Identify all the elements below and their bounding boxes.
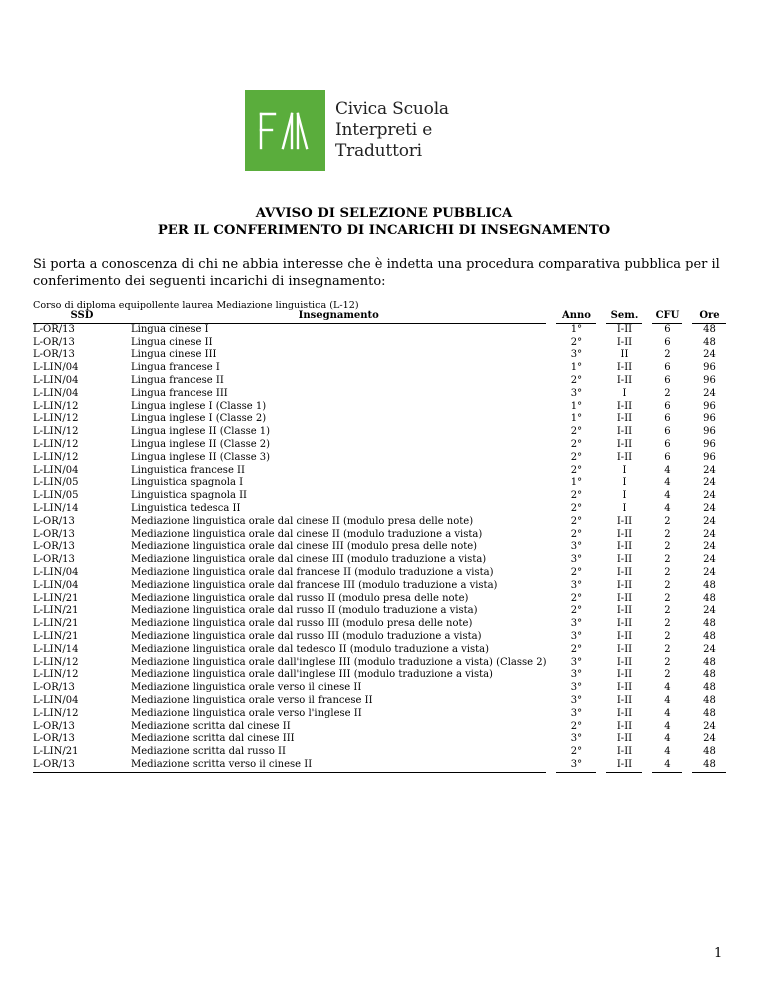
cell-insegnamento: Mediazione linguistica orale verso il francese II (131, 694, 373, 706)
cell-cfu: 4 (664, 464, 671, 476)
cell-ore: 24 (703, 566, 716, 578)
cell-anno: 3° (570, 656, 583, 668)
table-row (33, 516, 726, 529)
table-row (33, 669, 726, 682)
cell-anno: 1° (570, 413, 583, 425)
cell-ore: 96 (703, 438, 716, 450)
cell-sem: I-II (616, 592, 633, 604)
table-row (33, 477, 726, 490)
table-row (33, 733, 726, 746)
cell-sem: II (620, 349, 629, 361)
cell-sem: I (622, 502, 627, 514)
table-row (33, 323, 726, 336)
cell-ore: 24 (703, 554, 716, 566)
cell-anno: 1° (570, 400, 583, 412)
cell-insegnamento: Linguistica francese II (131, 464, 245, 476)
cell-insegnamento: Mediazione linguistica orale dal cinese II (modulo presa delle note) (131, 515, 474, 527)
cell-cfu: 2 (664, 387, 671, 399)
cell-sem: I-II (616, 694, 633, 706)
logo-mark-icon (245, 90, 325, 171)
cell-insegnamento: Mediazione linguistica orale dall'inglese III (modulo traduzione a vista) (Classe 2) (131, 656, 547, 668)
cell-ssd: L-OR/13 (33, 720, 75, 732)
cell-insegnamento: Mediazione linguistica orale dal russo III (modulo traduzione a vista) (131, 630, 482, 642)
cell-sem: I-II (616, 438, 633, 450)
cell-ssd: L-OR/13 (33, 682, 75, 694)
cell-ssd: L-OR/13 (33, 336, 75, 348)
cell-anno: 2° (570, 720, 583, 732)
cell-insegnamento: Mediazione linguistica orale dal russo III (modulo presa delle note) (131, 618, 473, 630)
cell-insegnamento: Mediazione scritta dal russo II (131, 746, 286, 758)
cell-anno: 2° (570, 746, 583, 758)
table-row (33, 631, 726, 644)
cell-sem: I-II (616, 733, 633, 745)
cell-anno: 2° (570, 426, 583, 438)
header-anno: Anno (556, 310, 596, 323)
table-row (33, 541, 726, 554)
cell-sem: I-II (616, 528, 633, 540)
intro-paragraph: Si porta a conoscenza di chi ne abbia interesse che è indetta una procedura comparativa pubblica per il conferimento dei seguenti incarichi di insegnamento: (33, 257, 720, 289)
cell-insegnamento: Lingua inglese II (Classe 3) (131, 451, 271, 463)
logo-text (335, 99, 521, 162)
cell-ore: 48 (703, 630, 716, 642)
cell-insegnamento: Lingua inglese I (Classe 2) (131, 413, 267, 425)
cell-insegnamento: Mediazione linguistica orale dal tedesco II (modulo traduzione a vista) (131, 643, 490, 655)
cell-ore: 96 (703, 400, 716, 412)
cell-ssd: L-LIN/12 (33, 413, 79, 425)
cell-cfu: 4 (664, 490, 671, 502)
cell-insegnamento: Mediazione linguistica orale dal francese III (modulo traduzione a vista) (131, 579, 498, 591)
table-row (33, 554, 726, 567)
cell-ore: 96 (703, 451, 716, 463)
cell-ssd: L-LIN/04 (33, 374, 79, 386)
cell-insegnamento: Lingua cinese I (131, 323, 209, 335)
cell-sem: I-II (616, 374, 633, 386)
table-row (33, 605, 726, 618)
cell-sem: I-II (616, 566, 633, 578)
cell-ssd: L-LIN/21 (33, 618, 79, 630)
cell-sem: I-II (616, 656, 633, 668)
cell-sem: I-II (616, 707, 633, 719)
cell-anno: 3° (570, 579, 583, 591)
cell-anno: 2° (570, 336, 583, 348)
cell-cfu: 2 (664, 656, 671, 668)
cell-sem: I-II (606, 759, 642, 772)
cell-anno: 1° (570, 323, 583, 335)
table-row (33, 349, 726, 362)
cell-ssd: L-LIN/12 (33, 707, 79, 719)
cell-ssd: L-LIN/04 (33, 464, 79, 476)
cell-ore: 24 (703, 541, 716, 553)
cell-insegnamento: Mediazione scritta verso il cinese II (131, 759, 546, 772)
table-row (33, 375, 726, 388)
cell-cfu: 6 (664, 362, 671, 374)
cell-cfu: 6 (664, 400, 671, 412)
cell-anno: 2° (570, 374, 583, 386)
table-row (33, 490, 726, 503)
cell-cfu: 2 (664, 349, 671, 361)
cell-sem: I-II (616, 362, 633, 374)
cell-anno: 3° (570, 618, 583, 630)
cell-anno: 1° (570, 477, 583, 489)
table-row (33, 695, 726, 708)
cell-cfu: 2 (664, 605, 671, 617)
header-sem: Sem. (606, 310, 642, 323)
cell-insegnamento: Lingua cinese II (131, 336, 213, 348)
cell-insegnamento: Lingua francese III (131, 387, 228, 399)
cell-sem: I-II (616, 541, 633, 553)
cell-ssd: L-LIN/04 (33, 362, 79, 374)
cell-sem: I-II (616, 400, 633, 412)
courses-table (33, 310, 726, 773)
cell-ore: 24 (703, 349, 716, 361)
logo-line-1: Civica Scuola (335, 99, 449, 119)
cell-cfu: 2 (664, 554, 671, 566)
cell-ore: 96 (703, 426, 716, 438)
cell-anno: 3° (570, 541, 583, 553)
cell-anno: 3° (570, 694, 583, 706)
table-row (33, 657, 726, 670)
cell-insegnamento: Lingua francese I (131, 362, 220, 374)
cell-ore: 24 (703, 643, 716, 655)
cell-cfu: 2 (664, 669, 671, 681)
cell-ore: 96 (703, 362, 716, 374)
table-row (33, 413, 726, 426)
cell-insegnamento: Lingua cinese III (131, 349, 217, 361)
cell-ssd: L-LIN/12 (33, 451, 79, 463)
cell-ore: 96 (703, 374, 716, 386)
cell-ore: 48 (703, 682, 716, 694)
cell-anno: 2° (570, 605, 583, 617)
cell-insegnamento: Mediazione scritta dal cinese II (131, 720, 291, 732)
cell-ore: 24 (703, 490, 716, 502)
cell-sem: I-II (616, 451, 633, 463)
cell-ssd: L-OR/13 (33, 733, 75, 745)
cell-sem: I-II (616, 618, 633, 630)
cell-insegnamento: Linguistica tedesca II (131, 502, 241, 514)
cell-cfu: 6 (664, 438, 671, 450)
cell-ssd: L-LIN/05 (33, 490, 79, 502)
cell-insegnamento: Linguistica spagnola I (131, 477, 244, 489)
cell-ssd: L-OR/13 (33, 554, 75, 566)
cell-ssd: L-LIN/04 (33, 694, 79, 706)
cell-insegnamento: Mediazione linguistica orale dal cinese III (modulo traduzione a vista) (131, 554, 487, 566)
cell-cfu: 2 (664, 592, 671, 604)
table-header-row (33, 310, 726, 323)
cell-ssd: L-LIN/21 (33, 746, 79, 758)
cell-ssd: L-LIN/04 (33, 566, 79, 578)
cell-insegnamento: Mediazione linguistica orale dal francese II (modulo traduzione a vista) (131, 566, 494, 578)
cell-insegnamento: Lingua francese II (131, 374, 224, 386)
cell-anno: 2° (570, 528, 583, 540)
cell-ore: 24 (703, 720, 716, 732)
cell-ssd: L-LIN/04 (33, 579, 79, 591)
table-row (33, 529, 726, 542)
table-row (33, 746, 726, 759)
cell-ore: 48 (692, 759, 726, 772)
cell-insegnamento: Mediazione linguistica orale dall'inglese III (modulo traduzione a vista) (131, 669, 493, 681)
cell-ssd: L-OR/13 (33, 349, 75, 361)
cell-ssd: L-LIN/12 (33, 669, 79, 681)
cell-ore: 48 (703, 694, 716, 706)
cell-ore: 48 (703, 323, 716, 335)
cell-anno: 3° (570, 554, 583, 566)
header-insegnamento: Insegnamento (131, 310, 546, 323)
cell-anno: 2° (570, 438, 583, 450)
cell-sem: I (622, 477, 627, 489)
table-row (33, 759, 726, 772)
table-row (33, 503, 726, 516)
cell-cfu: 2 (664, 630, 671, 642)
cell-sem: I (622, 387, 627, 399)
cell-anno: 3° (570, 707, 583, 719)
header-ssd: SSD (33, 310, 131, 323)
table-row (33, 401, 726, 414)
table-body (33, 323, 726, 772)
table-row (33, 682, 726, 695)
document-title (0, 205, 768, 239)
cell-cfu: 2 (664, 541, 671, 553)
cell-anno: 3° (556, 759, 596, 772)
cell-anno: 2° (570, 490, 583, 502)
cell-ore: 48 (703, 579, 716, 591)
header-ore: Ore (692, 310, 726, 323)
cell-cfu: 4 (664, 477, 671, 489)
cell-ssd: L-OR/13 (33, 541, 75, 553)
cell-sem: I-II (616, 643, 633, 655)
cell-anno: 2° (570, 566, 583, 578)
cell-ore: 96 (703, 413, 716, 425)
cell-anno: 2° (570, 464, 583, 476)
cell-anno: 2° (570, 643, 583, 655)
table-row (33, 337, 726, 350)
cell-cfu: 6 (664, 336, 671, 348)
cell-sem: I-II (616, 323, 633, 335)
page-number: 1 (714, 946, 723, 961)
title-line-1: AVVISO DI SELEZIONE PUBBLICA (255, 206, 513, 221)
cell-anno: 3° (570, 669, 583, 681)
cell-insegnamento: Lingua inglese II (Classe 2) (131, 438, 271, 450)
cell-anno: 3° (570, 349, 583, 361)
title-line-2: PER IL CONFERIMENTO DI INCARICHI DI INSEGNAMENTO (157, 223, 611, 238)
cell-cfu: 2 (664, 528, 671, 540)
cell-ore: 48 (703, 656, 716, 668)
table-row (33, 580, 726, 593)
cell-anno: 1° (570, 362, 583, 374)
cell-ore: 24 (703, 464, 716, 476)
cell-anno: 3° (570, 387, 583, 399)
cell-cfu: 2 (664, 515, 671, 527)
cell-ssd: L-OR/13 (33, 323, 75, 335)
cell-insegnamento: Mediazione linguistica orale verso l'inglese II (131, 707, 362, 719)
cell-ssd: L-LIN/21 (33, 630, 79, 642)
cell-insegnamento: Mediazione linguistica orale dal russo II (modulo presa delle note) (131, 592, 469, 604)
cell-sem: I-II (616, 746, 633, 758)
cell-anno: 2° (570, 502, 583, 514)
cell-anno: 2° (570, 592, 583, 604)
table-row (33, 593, 726, 606)
cell-sem: I-II (616, 579, 633, 591)
cell-cfu: 2 (664, 566, 671, 578)
cell-ore: 48 (703, 669, 716, 681)
cell-ssd: L-OR/13 (33, 528, 75, 540)
cell-sem: I-II (616, 669, 633, 681)
cell-ssd: L-OR/13 (33, 515, 75, 527)
table-row (33, 439, 726, 452)
cell-cfu: 4 (664, 694, 671, 706)
cell-ssd: L-LIN/14 (33, 502, 79, 514)
cell-ore: 24 (703, 605, 716, 617)
cell-ore: 48 (703, 707, 716, 719)
cell-ore: 24 (703, 502, 716, 514)
table-row (33, 452, 726, 465)
cell-anno: 2° (570, 451, 583, 463)
cell-ore: 24 (703, 733, 716, 745)
logo (245, 90, 521, 171)
cell-cfu: 4 (652, 759, 682, 772)
table-row (33, 465, 726, 478)
cell-cfu: 6 (664, 426, 671, 438)
cell-ore: 24 (703, 528, 716, 540)
cell-insegnamento: Lingua inglese I (Classe 1) (131, 400, 267, 412)
cell-insegnamento: Mediazione linguistica orale dal cinese II (modulo traduzione a vista) (131, 528, 483, 540)
cell-cfu: 4 (664, 733, 671, 745)
cell-cfu: 6 (664, 451, 671, 463)
cell-cfu: 6 (664, 323, 671, 335)
cell-sem: I-II (616, 682, 633, 694)
table-row (33, 708, 726, 721)
cell-anno: 3° (570, 630, 583, 642)
cell-ore: 48 (703, 592, 716, 604)
logo-line-2: Interpreti e Traduttori (335, 120, 433, 161)
table-row (33, 618, 726, 631)
cell-sem: I-II (616, 413, 633, 425)
header-cfu: CFU (652, 310, 682, 323)
cell-sem: I (622, 490, 627, 502)
cell-ssd: L-LIN/21 (33, 605, 79, 617)
cell-sem: I-II (616, 605, 633, 617)
cell-sem: I-II (616, 515, 633, 527)
cell-insegnamento: Mediazione scritta dal cinese III (131, 733, 295, 745)
cell-sem: I (622, 464, 627, 476)
cell-sem: I-II (616, 554, 633, 566)
cell-insegnamento: Linguistica spagnola II (131, 490, 248, 502)
cell-insegnamento: Mediazione linguistica orale dal russo II (modulo traduzione a vista) (131, 605, 478, 617)
cell-sem: I-II (616, 630, 633, 642)
cell-ssd: L-LIN/12 (33, 656, 79, 668)
cell-ssd: L-LIN/04 (33, 387, 79, 399)
cell-ssd: L-LIN/12 (33, 426, 79, 438)
cell-sem: I-II (616, 720, 633, 732)
course-caption: Corso di diploma equipollente laurea Mediazione linguistica (L-12) (33, 300, 359, 311)
cell-ore: 48 (703, 746, 716, 758)
cell-cfu: 6 (664, 374, 671, 386)
cell-cfu: 4 (664, 707, 671, 719)
cell-ore: 24 (703, 477, 716, 489)
cell-cfu: 4 (664, 746, 671, 758)
cell-anno: 3° (570, 682, 583, 694)
cell-ore: 24 (703, 387, 716, 399)
table-row (33, 721, 726, 734)
cell-ssd: L-LIN/21 (33, 592, 79, 604)
cell-sem: I-II (616, 336, 633, 348)
cell-ssd: L-LIN/05 (33, 477, 79, 489)
cell-cfu: 4 (664, 502, 671, 514)
cell-cfu: 2 (664, 579, 671, 591)
cell-ssd: L-LIN/12 (33, 400, 79, 412)
table-row (33, 388, 726, 401)
cell-ore: 48 (703, 336, 716, 348)
cell-ore: 24 (703, 515, 716, 527)
cell-cfu: 6 (664, 413, 671, 425)
cell-ssd: L-LIN/14 (33, 643, 79, 655)
cell-cfu: 4 (664, 682, 671, 694)
cell-ssd: L-LIN/12 (33, 438, 79, 450)
cell-anno: 2° (570, 515, 583, 527)
table-row (33, 567, 726, 580)
cell-insegnamento: Lingua inglese II (Classe 1) (131, 426, 271, 438)
cell-cfu: 2 (664, 618, 671, 630)
cell-anno: 3° (570, 733, 583, 745)
cell-sem: I-II (616, 426, 633, 438)
table-row (33, 362, 726, 375)
table-row (33, 644, 726, 657)
cell-insegnamento: Mediazione linguistica orale dal cinese III (modulo presa delle note) (131, 541, 478, 553)
cell-cfu: 4 (664, 720, 671, 732)
cell-ore: 48 (703, 618, 716, 630)
cell-ssd: L-OR/13 (33, 759, 131, 772)
table-row (33, 426, 726, 439)
cell-cfu: 2 (664, 643, 671, 655)
cell-insegnamento: Mediazione linguistica orale verso il cinese II (131, 682, 362, 694)
